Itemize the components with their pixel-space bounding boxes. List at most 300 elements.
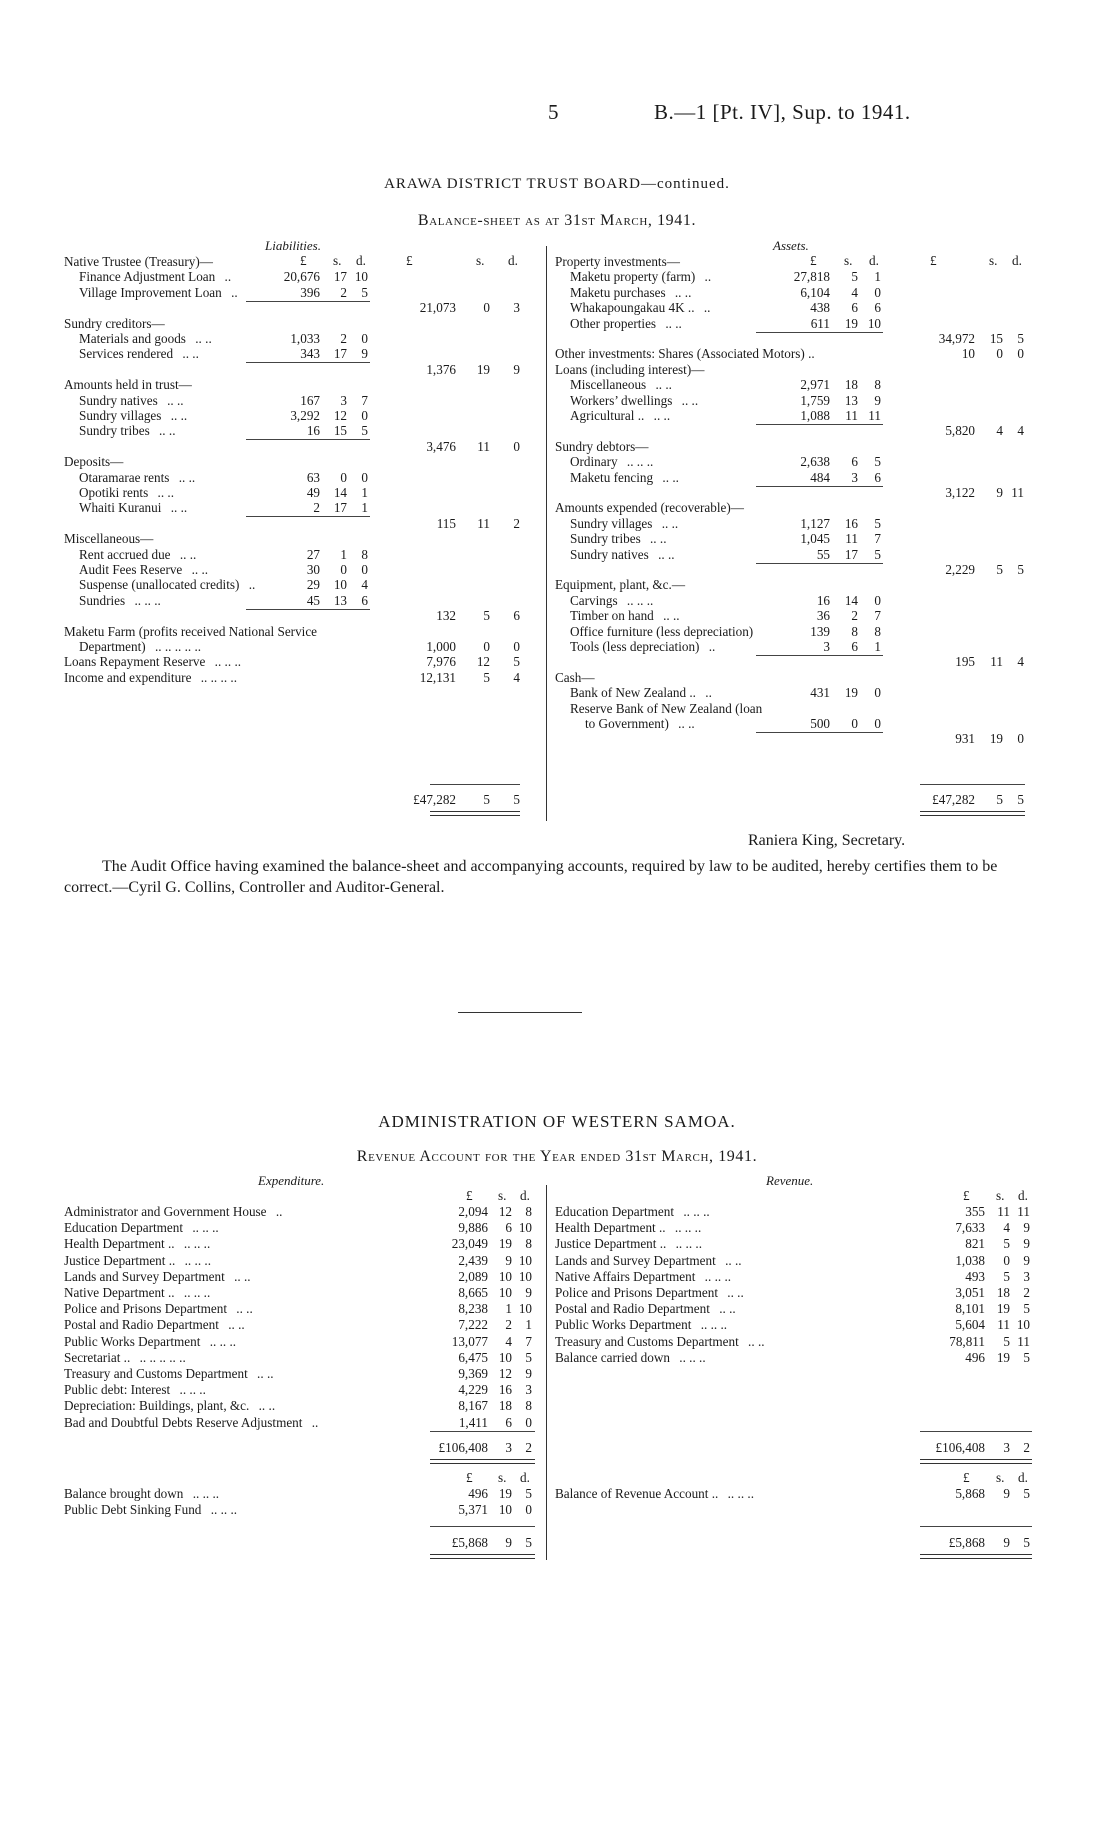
currency-header: £ [963,1470,970,1485]
asset-subamount-pence: 6 [874,300,881,316]
revenue-subamount-pence: 11 [1017,1204,1030,1219]
expenditure-grand-total-pence: 2 [525,1440,532,1455]
leader-dots: .. .. .. [181,1252,211,1268]
liability-subamount-shillings: 2 [340,331,347,346]
leader-dots: .. .. [230,1268,251,1284]
leader-dots: .. .. .. [189,1486,220,1501]
leader-dots: .. .. [678,392,699,408]
expenditure-label: Police and Prisons Department .. .. [64,1301,253,1317]
liability-subamount-pence: 8 [361,546,368,562]
expenditure-subamount-pounds: 9,886 [458,1220,488,1236]
revenue-subamount-pence: 9 [1023,1236,1030,1252]
leader-dots: .. [245,577,256,593]
asset-subamount-shillings: 16 [844,515,858,531]
asset-subamount-pence: 0 [874,592,881,608]
audit-certificate: The Audit Office having examined the balance-sheet and accompanying accounts, required by law to be audited, hereby certifies them to be correct.—Cyril G. Collins, Controller and Auditor-General. [64,858,998,896]
liability-total-pounds: 7,976 [426,654,456,670]
liability-subtotal-rule [246,362,370,363]
asset-subamount-pence: 8 [874,377,881,393]
assets-total-rule [920,784,1025,785]
expenditure-b-total-pounds: £5,868 [451,1535,488,1550]
currency-header: £ [300,253,307,268]
asset-subamount-pence: 1 [874,639,881,654]
revenue-label: Health Department .. .. .. .. [555,1220,702,1236]
asset-subtotal-rule [756,732,883,733]
leader-dots: .. .. .. [671,1220,702,1236]
asset-label: Ordinary .. .. .. [570,454,654,470]
liability-label: Miscellaneous— [64,531,154,547]
revenue-grand-total-shillings: 3 [1003,1440,1010,1455]
asset-subamount-pence: 6 [874,469,881,485]
revenue-subamount-pounds: 78,811 [949,1333,985,1349]
leader-dots: .. .. [659,608,680,624]
leader-dots: .. .. [650,408,671,423]
asset-total-pence: 5 [1017,562,1024,577]
revenue-subamount-pounds: 355 [965,1204,985,1219]
liability-label: Amounts held in trust— [64,377,192,393]
liability-label: Deposits— [64,454,124,470]
asset-subamount-pounds: 438 [810,300,830,316]
asset-subamount-pence: 0 [874,685,881,701]
liability-subamount-pence: 5 [361,284,368,300]
asset-subtotal-rule [756,486,883,487]
leader-dots: .. .. .. [176,1382,206,1398]
secretary-signature: Raniera King, Secretary. [748,832,906,849]
leader-dots: .. [701,685,712,701]
currency-header: £ [963,1188,970,1203]
asset-total-pence: 4 [1017,423,1024,439]
leader-dots: .. [227,284,238,300]
liability-subamount-shillings: 12 [333,408,347,423]
asset-total-shillings: 0 [996,346,1003,362]
expenditure-subamount-pence: 1 [525,1317,532,1333]
expenditure-b-subamount-pence: 0 [525,1502,532,1518]
asset-label: Equipment, plant, &c.— [555,577,686,593]
asset-label: Whakapoungakau 4K .. .. [570,300,711,316]
revenue-label: Balance carried down .. .. .. [555,1349,706,1365]
revenue-subamount-shillings: 5 [1003,1236,1010,1252]
asset-total-shillings: 9 [996,485,1003,500]
currency-header: £ [406,253,413,268]
leader-dots: .. .. [155,423,176,439]
leader-dots: .. .. [721,1252,742,1268]
liability-total-shillings: 11 [477,438,490,454]
liability-subamount-shillings: 14 [333,485,347,500]
currency-header: £ [466,1188,473,1203]
revenue-b-total-shillings: 9 [1003,1535,1010,1550]
revenue-b-subamount-shillings: 9 [1003,1486,1010,1501]
leader-dots: .. [221,269,232,285]
leader-dots: .. .. [163,392,184,408]
assets-double-rule [920,811,1025,816]
liability-total-pounds: 21,073 [419,300,456,316]
leader-dots: .. .. [652,377,672,393]
asset-subamount-shillings: 11 [845,408,858,423]
leader-dots: .. .. .. [180,1236,211,1252]
currency-header: £ [930,253,937,268]
liability-total-pence: 6 [513,608,520,624]
asset-subtotal-rule [756,655,883,656]
expenditure-subamount-pounds: 23,049 [451,1236,488,1252]
liability-label: Opotiki rents .. .. [79,485,175,500]
liability-label: Services rendered .. .. [79,346,199,362]
arawa-title: ARAWA DISTRICT TRUST BOARD—continued. [384,176,730,192]
expenditure-label: Justice Department .. .. .. .. [64,1252,211,1268]
revenue-subamount-pence: 5 [1023,1349,1030,1365]
expenditure-label: Native Department .. .. .. .. [64,1285,211,1300]
expenditure-subamount-pence: 10 [518,1252,532,1268]
expenditure-subamount-pounds: 1,411 [458,1414,488,1430]
asset-subamount-pounds: 1,045 [800,531,830,547]
page-number: 5 [548,100,559,124]
asset-label: Other investments: Shares (Associated Motors) .. [555,346,815,362]
asset-label: Workers’ dwellings .. .. [570,392,699,408]
expenditure-b-label: Public Debt Sinking Fund .. .. .. [64,1502,238,1518]
expenditure-subamount-shillings: 19 [498,1236,512,1252]
asset-subamount-shillings: 18 [844,377,858,393]
liability-subamount-pounds: 167 [300,392,320,408]
asset-total-shillings: 5 [996,562,1003,577]
currency-header: d. [520,1188,530,1203]
asset-subamount-shillings: 6 [851,454,858,470]
currency-header: d. [1012,253,1022,268]
asset-label: Timber on hand .. .. [570,608,680,624]
liability-subamount-pounds: 2 [313,500,320,516]
leader-dots: .. .. [658,515,679,531]
expenditure-label: Health Department .. .. .. .. [64,1236,211,1252]
expenditure-subamount-pence: 3 [525,1382,532,1398]
asset-total-pounds: 10 [961,346,975,362]
liability-subamount-pounds: 343 [300,346,320,362]
arawa-balance-sheet-subtitle: Balance-sheet as at 31st March, 1941. [417,212,697,229]
expenditure-label: Treasury and Customs Department .. .. [64,1366,274,1381]
liability-total-shillings: 19 [476,361,490,377]
revenue-grand-total-pence: 2 [1023,1440,1030,1455]
liability-subamount-pounds: 30 [306,562,320,577]
asset-label: Loans (including interest)— [555,361,705,377]
expenditure-subamount-pounds: 13,077 [451,1333,488,1349]
asset-subamount-pence: 9 [874,392,881,408]
asset-label: Other properties .. .. [570,315,682,331]
leader-dots: .. .. [167,408,188,423]
revenue-subamount-shillings: 5 [1003,1268,1010,1284]
liability-subamount-pence: 4 [361,577,368,593]
liability-subamount-pence: 1 [361,500,368,516]
revenue-subamount-pounds: 821 [965,1236,985,1252]
currency-header: s. [476,253,485,268]
leader-dots: .. .. [167,500,188,516]
expenditure-subamount-shillings: 10 [498,1349,512,1365]
currency-header: d. [869,253,879,268]
expenditure-b-label: Balance brought down .. .. .. [64,1486,220,1501]
expenditure-subamount-pence: 10 [518,1220,532,1236]
revenue-label: Treasury and Customs Department .. .. [555,1333,765,1349]
leader-dots: .. .. [646,531,667,547]
revenue-subamount-pounds: 493 [965,1268,985,1284]
leader-dots: .. .. [744,1333,765,1349]
liability-subamount-pounds: 396 [300,284,320,300]
leader-dots: .. .. .. [672,1236,702,1252]
liability-label: Suspense (unallocated credits) .. [79,577,256,593]
expenditure-subamount-pounds: 7,222 [458,1317,488,1333]
expenditure-subamount-pounds: 6,475 [458,1349,488,1365]
leader-dots: .. .. [191,331,212,346]
expenditure-label: Secretariat .. .. .. .. .. .. [64,1349,186,1365]
expenditure-subamount-pence: 9 [525,1366,532,1381]
asset-subamount-shillings: 3 [851,469,858,485]
samoa-title: ADMINISTRATION OF WESTERN SAMOA. [378,1112,736,1131]
asset-subamount-pounds: 3 [823,639,830,654]
asset-total-pounds: 2,229 [945,562,975,577]
leader-dots: .. .. [176,546,197,562]
currency-header: s. [996,1188,1005,1203]
asset-label: to Government) .. .. [585,716,695,731]
liability-total-pence: 0 [513,639,520,654]
liability-subamount-shillings: 1 [340,546,347,562]
leader-dots: .. [700,300,711,316]
asset-subamount-pounds: 6,104 [800,284,830,300]
leader-dots: .. .. [662,315,682,331]
leader-dots: .. .. .. [701,1268,732,1284]
liability-total-shillings: 0 [483,300,490,316]
expenditure-b-total-pence: 5 [525,1535,532,1550]
asset-subamount-pounds: 2,971 [800,377,830,393]
asset-label: Tools (less depreciation) .. [570,639,716,654]
liability-subamount-pounds: 49 [306,485,320,500]
asset-total-pounds: 3,122 [945,485,975,500]
revenue-total-rule [920,1431,1032,1432]
liability-subtotal-rule [246,516,370,517]
asset-subamount-shillings: 14 [844,592,858,608]
leader-dots: .. .. .. [680,1204,710,1219]
leader-dots: .. .. [253,1366,274,1381]
revenue-b-total-rule [920,1526,1032,1527]
expenditure-label: Postal and Radio Department .. .. [64,1317,245,1333]
revenue-subamount-pounds: 1,038 [955,1252,985,1268]
revenue-label: Public Works Department .. .. .. [555,1317,728,1333]
asset-total-pounds: 195 [955,654,975,670]
liability-subamount-shillings: 17 [333,500,347,516]
liability-subamount-pounds: 27 [306,546,320,562]
expenditure-subamount-pence: 7 [525,1333,532,1349]
asset-total-pence: 0 [1017,346,1024,362]
revenue-b-subamount-pence: 5 [1023,1486,1030,1501]
expenditure-subamount-pounds: 2,094 [458,1204,488,1219]
leader-dots: .. .. [188,562,209,577]
liability-subamount-shillings: 10 [333,577,347,593]
asset-label: Maketu purchases .. .. [570,284,692,300]
section-divider [458,1012,582,1013]
revenue-b-subamount-pounds: 5,868 [955,1486,985,1501]
liability-label: Village Improvement Loan .. [79,284,238,300]
currency-header: d. [1018,1188,1028,1203]
currency-header: s. [333,253,342,268]
expenditure-label: Lands and Survey Department .. .. [64,1268,251,1284]
asset-total-shillings: 15 [989,331,1003,346]
liability-subamount-pounds: 29 [306,577,320,593]
liability-subamount-pounds: 16 [306,423,320,439]
expenditure-subamount-pounds: 2,439 [458,1252,488,1268]
leader-dots: .. .. .. [697,1317,728,1333]
asset-subamount-shillings: 6 [851,300,858,316]
asset-subamount-shillings: 17 [844,546,858,562]
revenue-subamount-pence: 3 [1023,1268,1030,1284]
liability-label: Otaramarae rents .. .. [79,469,196,485]
leader-dots: .. .. [671,284,692,300]
revenue-label: Postal and Radio Department .. .. [555,1301,736,1317]
currency-header: d. [520,1470,530,1485]
liability-subamount-shillings: 17 [333,269,347,285]
liability-subamount-pence: 0 [361,331,368,346]
liability-subamount-pounds: 63 [306,469,320,485]
leader-dots: .. .. [715,1301,736,1317]
liability-total-pounds: 115 [436,515,456,531]
expenditure-b-total-rule [430,1526,535,1527]
asset-label: Sundry natives .. .. [570,546,675,562]
asset-subamount-pence: 11 [868,408,881,423]
asset-subamount-pounds: 27,818 [793,269,830,285]
leader-dots: .. .. .. [189,1220,219,1236]
expenditure-subamount-pounds: 8,665 [458,1285,488,1300]
liability-label: Sundry natives .. .. [79,392,184,408]
expenditure-subamount-shillings: 12 [498,1204,512,1219]
liability-total-shillings: 11 [477,515,490,531]
assets-grand-total-pounds: £47,282 [932,792,975,807]
liability-label: Sundry villages .. .. [79,408,188,423]
expenditure-double-rule [430,1459,535,1464]
currency-header: s. [989,253,998,268]
expenditure-subamount-shillings: 6 [505,1220,512,1236]
revenue-subamount-pounds: 3,051 [955,1285,985,1300]
asset-subamount-shillings: 13 [844,392,858,408]
revenue-subamount-shillings: 18 [996,1285,1010,1300]
liability-total-pence: 0 [513,438,520,454]
revenue-b-total-pence: 5 [1023,1535,1030,1550]
asset-subtotal-rule [756,332,883,333]
center-divider [546,246,547,821]
asset-subamount-shillings: 19 [844,315,858,331]
asset-subamount-pounds: 611 [810,315,830,331]
liability-total-pence: 9 [513,361,520,377]
liabilities-double-rule [430,811,520,816]
liability-total-pence: 5 [513,654,520,670]
asset-total-shillings: 19 [989,731,1003,747]
asset-subamount-pounds: 16 [816,592,830,608]
asset-subamount-pence: 5 [874,454,881,470]
revenue-label: Police and Prisons Department .. .. [555,1285,744,1300]
revenue-subamount-shillings: 5 [1003,1333,1010,1349]
asset-subamount-shillings: 0 [851,716,858,731]
asset-total-pence: 11 [1011,485,1024,500]
leader-dots: .. .. [659,469,679,485]
assets-heading: Assets. [773,238,809,253]
currency-header: d. [1018,1470,1028,1485]
liability-label: Materials and goods .. .. [79,331,212,346]
liability-label: Department) .. .. .. .. .. [79,639,202,654]
leader-dots: .. .. .. [675,1349,706,1365]
currency-header: d. [356,253,366,268]
liability-subamount-pounds: 20,676 [283,269,320,285]
revenue-double-rule [920,1459,1032,1464]
expenditure-subamount-shillings: 1 [505,1301,512,1317]
asset-subamount-pence: 7 [874,531,881,547]
leader-dots: .. .. [674,716,695,731]
liability-label: Sundry tribes .. .. [79,423,176,439]
revenue-b-double-rule [920,1554,1032,1559]
revenue-subamount-pence: 9 [1023,1220,1030,1236]
expenditure-subamount-pence: 8 [525,1398,532,1414]
liability-total-pence: 4 [513,669,520,685]
asset-total-pence: 0 [1017,731,1024,747]
revenue-b-total-pounds: £5,868 [948,1535,985,1550]
expenditure-subamount-shillings: 2 [505,1317,512,1333]
liability-subamount-pence: 10 [354,269,368,285]
liabilities-grand-total-pence: 5 [513,792,520,807]
liability-subamount-pounds: 1,033 [290,331,320,346]
expenditure-subamount-pounds: 9,369 [458,1366,488,1381]
liability-label: Finance Adjustment Loan .. [79,269,232,285]
expenditure-grand-total-shillings: 3 [505,1440,512,1455]
liability-total-pounds: 132 [436,608,456,624]
asset-subamount-pence: 5 [874,515,881,531]
expenditure-subamount-shillings: 16 [498,1382,512,1398]
liability-label: Sundry creditors— [64,315,165,331]
expenditure-label: Education Department .. .. .. [64,1220,219,1236]
asset-subamount-pounds: 139 [810,623,830,639]
revenue-subamount-pence: 5 [1023,1301,1030,1317]
expenditure-subamount-shillings: 18 [498,1398,512,1414]
liability-label: Income and expenditure .. .. .. .. [64,669,237,685]
leader-dots: .. .. .. [131,592,161,608]
liability-subamount-shillings: 15 [333,423,347,439]
expenditure-grand-total-pounds: £106,408 [438,1440,488,1455]
leader-dots: .. .. [175,469,196,485]
leader-dots: .. .. [224,1317,245,1333]
expenditure-subamount-pounds: 8,167 [458,1398,488,1414]
asset-total-pounds: 5,820 [945,423,975,439]
liability-total-shillings: 5 [483,669,490,685]
expenditure-label: Depreciation: Buildings, plant, &c. .. .. [64,1398,276,1414]
asset-subamount-shillings: 5 [851,269,858,285]
asset-subamount-pounds: 55 [816,546,830,562]
expenditure-subamount-shillings: 10 [498,1285,512,1300]
liability-total-pence: 3 [513,300,520,316]
asset-subamount-shillings: 19 [844,685,858,701]
leader-dots: .. .. [255,1398,276,1414]
asset-label: Miscellaneous .. .. [570,377,672,393]
expenditure-subamount-pounds: 2,089 [458,1268,488,1284]
currency-header: s. [996,1470,1005,1485]
revenue-grand-total-pounds: £106,408 [935,1440,985,1455]
liability-total-pounds: 12,131 [419,669,456,685]
liability-label: Audit Fees Reserve .. .. [79,562,209,577]
expenditure-label: Administrator and Government House .. [64,1204,283,1219]
revenue-label: Justice Department .. .. .. .. [555,1236,702,1252]
expenditure-b-total-shillings: 9 [505,1535,512,1550]
asset-total-pence: 4 [1017,654,1024,670]
expenditure-subamount-pence: 8 [525,1236,532,1252]
liabilities-heading: Liabilities. [265,238,321,253]
asset-subamount-pence: 5 [874,546,881,562]
expenditure-subamount-pence: 5 [525,1349,532,1365]
asset-label: Maketu property (farm) .. [570,269,712,285]
expenditure-subamount-pounds: 4,229 [458,1382,488,1398]
asset-subamount-pounds: 1,127 [800,515,830,531]
asset-label: Office furniture (less depreciation) [570,623,754,639]
expenditure-label: Bad and Doubtful Debts Reserve Adjustment .. [64,1414,319,1430]
leader-dots: .. [705,639,716,654]
samoa-revenue-subtitle: Revenue Account for the Year ended 31st March, 1941. [356,1148,758,1165]
